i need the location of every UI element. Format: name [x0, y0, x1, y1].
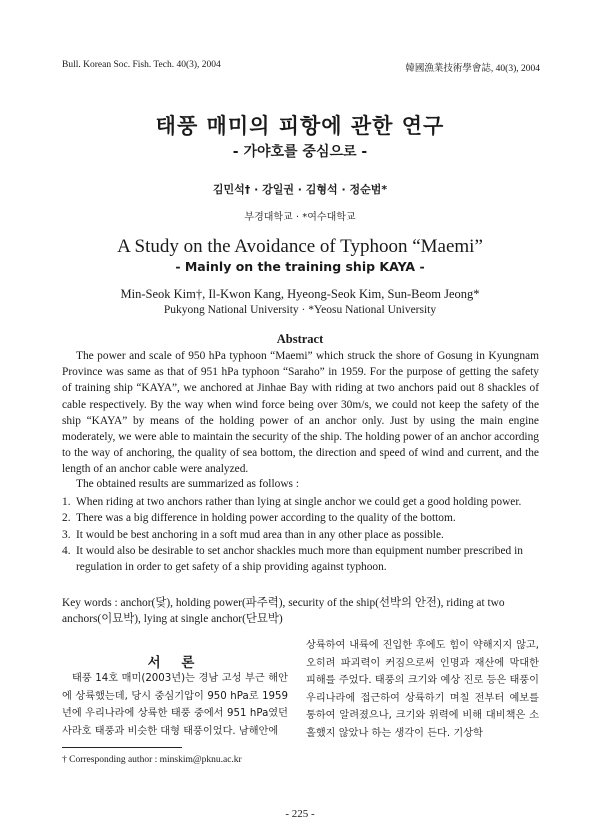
english-affiliation: Pukyong National University · *Yeosu National University [163, 304, 437, 316]
result-text: It would be best anchoring in a soft mud area than in any other place as possible. [76, 528, 444, 541]
body-column-right: 상륙하여 내륙에 진입한 후에도 힘이 약해지지 않고, 오히려 파괴력이 커짐으로써 인명과 재산에 막대한 피해를 주었다. 태풍의 크기와 예상 진로 등은 태풍이 우리나라에 접근하여 상륙하기 며칠 전부터 예보를 통하여 알려졌으나, 크기와 위력에 비해 대비책은 소홀했지 않았나 하는 생각이 든다. 기상학 [306, 640, 539, 739]
section-heading-introduction: 서 론 [147, 655, 203, 671]
keywords-block [62, 595, 540, 628]
running-header-left: Bull. Korean Soc. Fish. Tech. 40(3), 2004 [62, 60, 221, 70]
page-number: - 225 - [285, 808, 315, 820]
results-list [62, 494, 539, 575]
english-authors: Min-Seok Kim†, Il-Kwon Kang, Hyeong-Seok Kim, Sun-Beom Jeong* [120, 287, 480, 301]
result-text: There was a big difference in holding power according to the quality of the bottom. [76, 512, 456, 525]
footnote: † Corresponding author : minskim@pknu.ac.kr [62, 755, 242, 765]
korean-subtitle: - 가야호를 중심으로 - [232, 144, 368, 160]
result-item [62, 494, 539, 510]
abstract-heading: Abstract [276, 332, 324, 346]
result-text: It would also be desirable to set anchor shackles much more than equipment number prescribed in regulation in order to get safety of a ship providing against typhoon. [76, 544, 523, 574]
result-number: 2. [62, 512, 71, 525]
keywords-text: anchor(닻), holding power(파주력), security of the ship(선박의 안전), riding at two anchors(이묘박), lying at single anchor(단묘박) [62, 597, 505, 626]
english-title: A Study on the Avoidance of Typhoon “Maemi” [117, 236, 483, 257]
result-text: When riding at two anchors rather than lying at single anchor we could get a good holding power. [76, 496, 522, 508]
result-number: 1. [62, 496, 71, 508]
result-item [62, 510, 539, 526]
english-subtitle: - Mainly on the training ship KAYA - [175, 259, 425, 274]
body-column-left: 태풍 14호 매미(2003년)는 경남 고성 부근 해안에 상륙했는데, 당시 중심기압이 950 hPa로 1959년에 우리나라에 상륙한 태풍 중에서 951 hPa였던 사라호 태풍과 비슷한 대형 태풍이었다. 남해안에 [62, 673, 288, 737]
result-item [62, 527, 539, 543]
korean-title: 태풍 매미의 피항에 관한 연구 [155, 114, 445, 138]
footnote-divider [62, 747, 182, 748]
keywords-label: Key words : [62, 597, 118, 609]
result-number: 4. [62, 544, 71, 557]
korean-affiliation: 부경대학교 · *여수대학교 [244, 212, 356, 223]
result-number: 3. [62, 528, 71, 541]
korean-authors: 김민석† · 강일권 · 김형석 · 정순범* [212, 183, 388, 196]
running-header-right: 韓國漁業技術學會誌, 40(3), 2004 [405, 64, 540, 74]
result-item [62, 543, 539, 576]
abstract-text: The power and scale of 950 hPa typhoon “Maemi” which struck the shore of Gosung in Kyungnam Province was same as that of 951 hPa typhoon “Saraho” in 1959. For the purpose of getting the safety of training ship “KAYA”, we anchored at Jinhae Bay with riding at two anchors paid out 8 shackles of cable respectively. By the way when wind force being over 30m/s, we could not keep the safety of the ship “KAYA” by means of the holding power of an anchor only. Just by using the main engine moderately, we were able to maintain the security of the ship. The holding power of an anchor according to the way of anchoring, the quality of sea bottom, the direction and speed of wind and current, and the length of an anchor cable were analyzed. [62, 350, 539, 476]
results-intro: The obtained results are summarized as follows : [76, 478, 300, 490]
